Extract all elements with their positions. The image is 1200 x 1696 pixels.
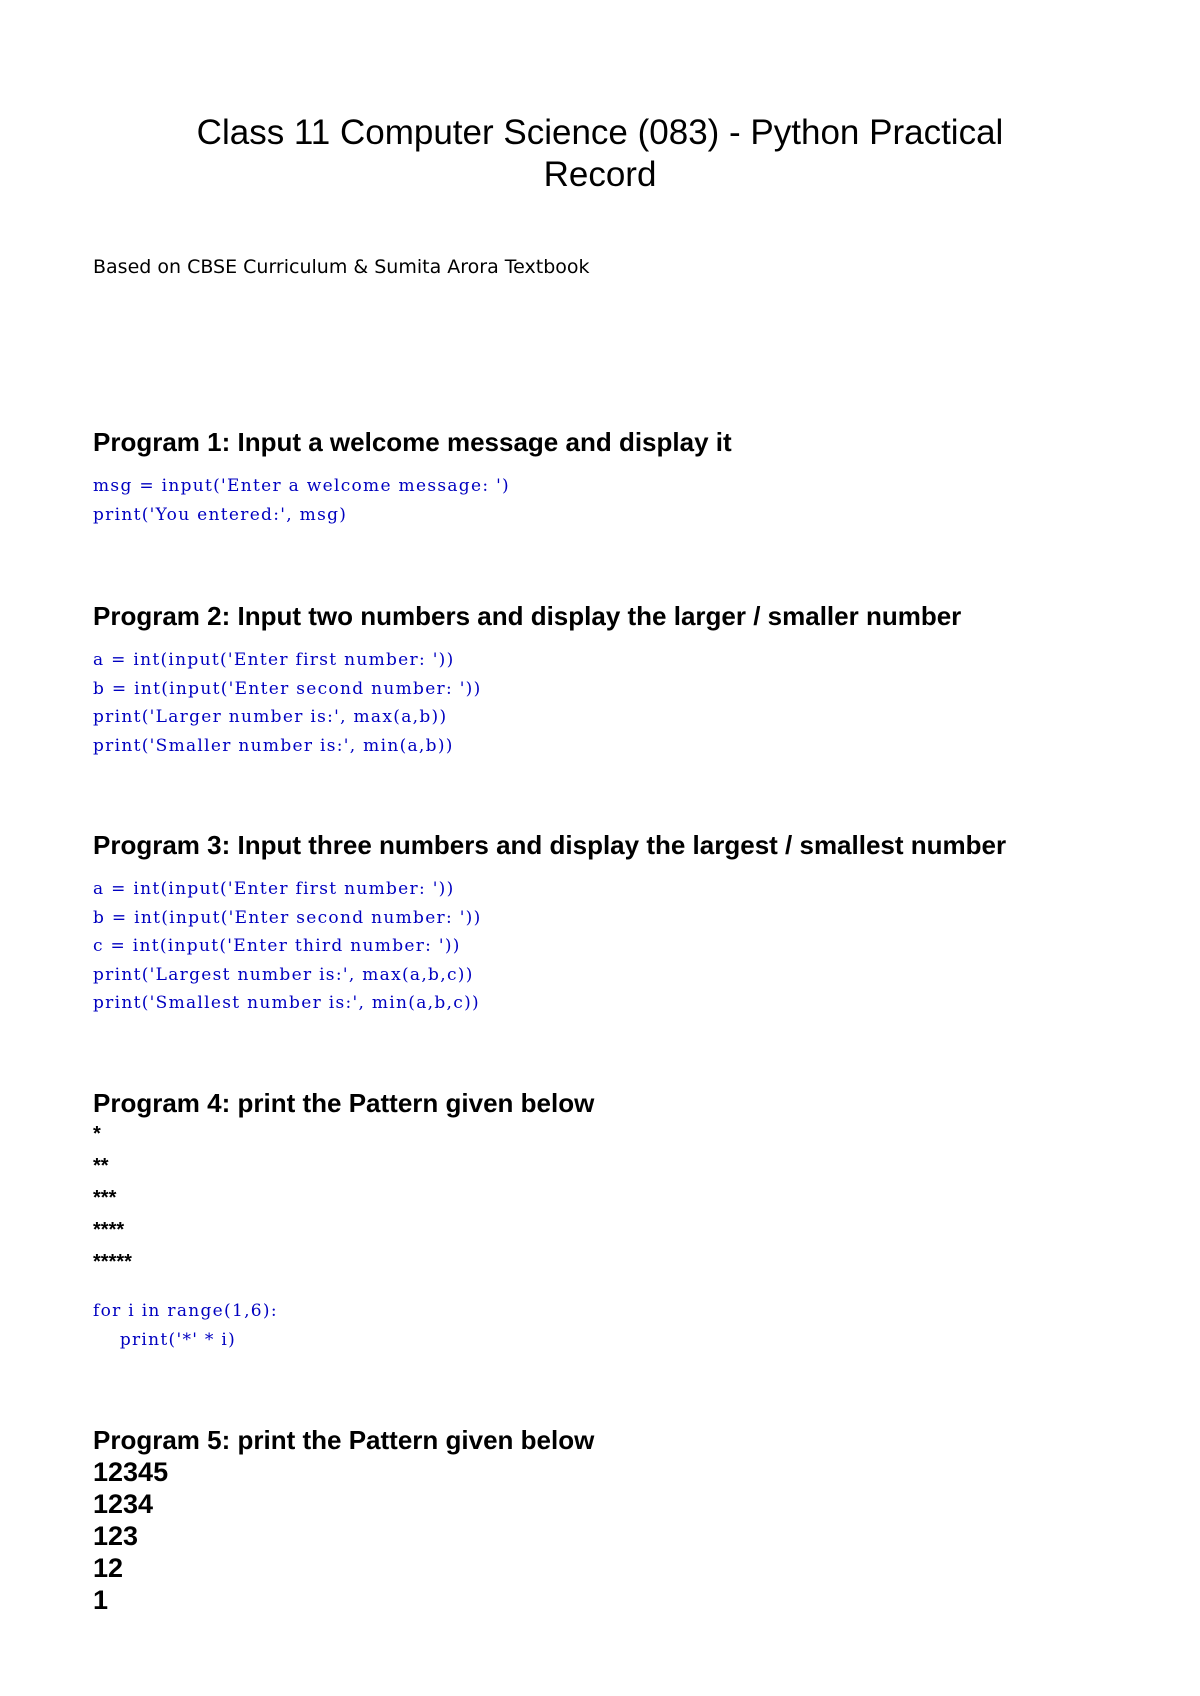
program-4-heading: Program 4: print the Pattern given below <box>93 1088 595 1118</box>
code-line: b = int(input('Enter second number: ')) <box>93 678 482 699</box>
code-line: print('You entered:', msg) <box>93 504 348 525</box>
pattern-line: ** <box>93 1155 109 1177</box>
code-line: print('*' * i) <box>93 1329 237 1350</box>
program-4-code <box>93 1297 278 1354</box>
pattern-line: 12345 <box>93 1457 169 1487</box>
program-3-code <box>93 875 482 1018</box>
pattern-line: *** <box>93 1187 117 1209</box>
program-1-heading: Program 1: Input a welcome message and display it <box>93 427 732 457</box>
pattern-line: * <box>93 1123 101 1145</box>
code-line: a = int(input('Enter first number: ')) <box>93 879 455 899</box>
pattern-line: 123 <box>93 1521 139 1551</box>
program-2-heading: Program 2: Input two numbers and display the larger / smaller number <box>93 601 962 631</box>
pattern-line: **** <box>93 1219 125 1241</box>
program-5-pattern <box>93 1456 168 1616</box>
code-line: a = int(input('Enter first number: ')) <box>93 650 455 670</box>
code-line: msg = input('Enter a welcome message: ') <box>93 476 510 496</box>
program-5-heading: Program 5: print the Pattern given below <box>93 1425 595 1455</box>
document-title: Class 11 Computer Science (083) - Python Practical Record <box>196 113 1004 194</box>
document-subtitle: Based on CBSE Curriculum & Sumita Arora Textbook <box>93 256 590 278</box>
program-2-code <box>93 646 482 760</box>
code-line: print('Largest number is:', max(a,b,c)) <box>93 964 474 985</box>
pattern-line: 1 <box>93 1585 109 1615</box>
program-4-pattern <box>93 1118 132 1278</box>
pattern-line: 12 <box>93 1553 124 1583</box>
program-3-heading: Program 3: Input three numbers and display the largest / smallest number <box>93 830 1007 860</box>
code-line: b = int(input('Enter second number: ')) <box>93 907 482 928</box>
code-line: print('Smaller number is:', min(a,b)) <box>93 735 454 756</box>
code-line: print('Larger number is:', max(a,b)) <box>93 707 448 727</box>
code-line: print('Smallest number is:', min(a,b,c)) <box>93 993 480 1013</box>
pattern-line: ***** <box>93 1251 132 1273</box>
program-1-code <box>93 472 510 529</box>
code-line: c = int(input('Enter third number: ')) <box>93 936 461 956</box>
code-line: for i in range(1,6): <box>93 1301 278 1321</box>
pattern-line: 1234 <box>93 1489 154 1519</box>
